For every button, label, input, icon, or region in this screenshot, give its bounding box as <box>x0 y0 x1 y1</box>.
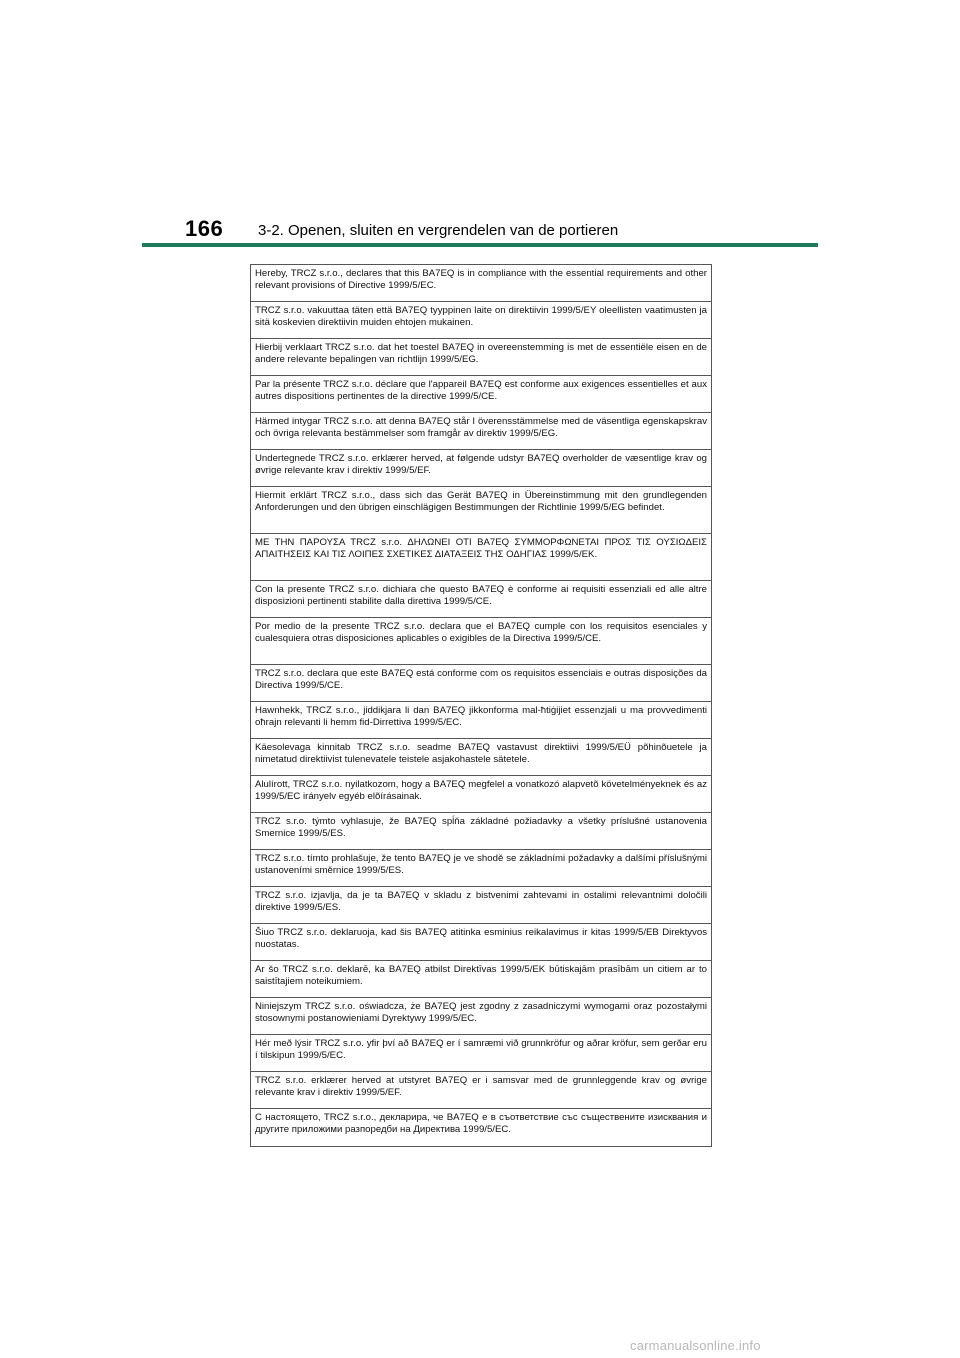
section-title: 3-2. Openen, sluiten en vergrendelen van de portieren <box>258 222 619 239</box>
declaration-row: Hierbij verklaart TRCZ s.r.o. dat het toestel BA7EQ in overeenstemming is met de essentiële eisen en de andere relevante bepalingen van richtlijn 1999/5/EG. <box>251 339 711 376</box>
declaration-row: TRCZ s.r.o. týmto vyhlasuje, že BA7EQ spĺňa základné požiadavky a všetky príslušné ustanovenia Smernice 1999/5/ES. <box>251 813 711 850</box>
declaration-row: Niniejszym TRCZ s.r.o. oświadcza, że BA7EQ jest zgodny z zasadniczymi wymogami oraz pozostałymi stosownymi postanowieniami Dyrektywy 1999/5/EC. <box>251 998 711 1035</box>
declaration-row: ΜΕ ΤΗΝ ΠΑΡΟΥΣΑ TRCZ s.r.o. ΔΗΛΩΝΕΙ ΟΤΙ BA7EQ ΣΥΜΜΟΡΦΩΝΕΤΑΙ ΠΡΟΣ ΤΙΣ ΟΥΣΙΩΔΕΙΣ ΑΠΑΙΤΗΣΕΙΣ ΚΑΙ ΤΙΣ ΛΟΙΠΕΣ ΣΧΕΤΙΚΕΣ ΔΙΑΤΑΞΕΙΣ ΤΗΣ ΟΔΗΓΙΑΣ 1999/5/ΕΚ. <box>251 534 711 581</box>
declaration-row: С настоящето, TRCZ s.r.o., декларира, че BA7EQ е в съответствие със съществените изисквания и другите приложими разпоредби на Директива 1999/5/ЕС. <box>255 1112 707 1136</box>
page-number: 166 <box>185 216 224 241</box>
declaration-row: TRCZ s.r.o. vakuuttaa täten että BA7EQ tyyppinen laite on direktiivin 1999/5/EY oleellisten vaatimusten ja sitä koskevien direktiivin muiden ehtojen mukainen. <box>251 302 711 339</box>
declarations-table <box>250 264 712 1147</box>
declaration-row: Hiermit erklärt TRCZ s.r.o., dass sich das Gerät BA7EQ in Übereinstimmung mit den grundlegenden Anforderungen und den übrigen einschlägigen Bestimmungen der Richtlinie 1999/5/EG befindet. <box>251 487 711 534</box>
declaration-row: Con la presente TRCZ s.r.o. dichiara che questo BA7EQ è conforme ai requisiti essenziali ed alle altre disposizioni pertinenti stabilite dalla direttiva 1999/5/CE. <box>251 581 711 618</box>
header-rule <box>142 243 818 247</box>
declaration-row: Hér með lýsir TRCZ s.r.o. yfir því að BA7EQ er í samræmi við grunnkröfur og aðrar kröfur, sem gerðar eru í tilskipun 1999/5/EC. <box>251 1035 711 1072</box>
declaration-row: Por medio de la presente TRCZ s.r.o. declara que el BA7EQ cumple con los requisitos esenciales y cualesquiera otras disposiciones aplicables o exigibles de la Directiva 1999/5/CE. <box>251 618 711 665</box>
declaration-row: Par la présente TRCZ s.r.o. déclare que l'appareil BA7EQ est conforme aux exigences essentielles et aux autres dispositions pertinentes de la directive 1999/5/CE. <box>251 376 711 413</box>
declaration-row: TRCZ s.r.o. tímto prohlašuje, že tento BA7EQ je ve shodě se základními požadavky a dalšími příslušnými ustanoveními směrnice 1999/5/ES. <box>251 850 711 887</box>
declaration-row: TRCZ s.r.o. erklærer herved at utstyret BA7EQ er i samsvar med de grunnleggende krav og øvrige relevante krav i direktiv 1999/5/EF. <box>251 1072 711 1109</box>
declaration-row: TRCZ s.r.o. izjavlja, da je ta BA7EQ v skladu z bistvenimi zahtevami in ostalimi relevantnimi določili direktive 1999/5/ES. <box>251 887 711 924</box>
declaration-row: Undertegnede TRCZ s.r.o. erklærer herved, at følgende udstyr BA7EQ overholder de væsentlige krav og øvrige relevante krav i direktiv 1999/5/EF. <box>251 450 711 487</box>
declaration-row: Alulírott, TRCZ s.r.o. nyilatkozom, hogy a BA7EQ megfelel a vonatkozó alapvetõ követelményeknek és az 1999/5/EC irányelv egyéb elõírásainak. <box>251 776 711 813</box>
declaration-row: Härmed intygar TRCZ s.r.o. att denna BA7EQ står I överensstämmelse med de väsentliga egenskapskrav och övriga relevanta bestämmelser som framgår av direktiv 1999/5/EG. <box>251 413 711 450</box>
watermark: carmanualsonline.info <box>630 1338 761 1353</box>
declaration-row: Ar šo TRCZ s.r.o. deklarē, ka BA7EQ atbilst Direktīvas 1999/5/EK būtiskajām prasībām un citiem ar to saistītajiem noteikumiem. <box>251 961 711 998</box>
declaration-row: Hawnhekk, TRCZ s.r.o., jiddikjara li dan BA7EQ jikkonforma mal-ħtiġijiet essenzjali u ma provvedimenti oħrajn relevanti li hemm fid-Dirrettiva 1999/5/EC. <box>251 702 711 739</box>
declaration-row: TRCZ s.r.o. declara que este BA7EQ está conforme com os requisitos essenciais e outras disposições da Directiva 1999/5/CE. <box>251 665 711 702</box>
declaration-row: Šiuo TRCZ s.r.o. deklaruoja, kad šis BA7EQ atitinka esminius reikalavimus ir kitas 1999/5/EB Direktyvos nuostatas. <box>251 924 711 961</box>
declaration-row: Käesolevaga kinnitab TRCZ s.r.o. seadme BA7EQ vastavust direktiivi 1999/5/EÜ põhinõuetele ja nimetatud direktiivist tulenevatele teistele asjakohastele sätetele. <box>251 739 711 776</box>
declaration-row: Hereby, TRCZ s.r.o., declares that this BA7EQ is in compliance with the essential requirements and other relevant provisions of Directive 1999/5/EC. <box>251 265 711 302</box>
